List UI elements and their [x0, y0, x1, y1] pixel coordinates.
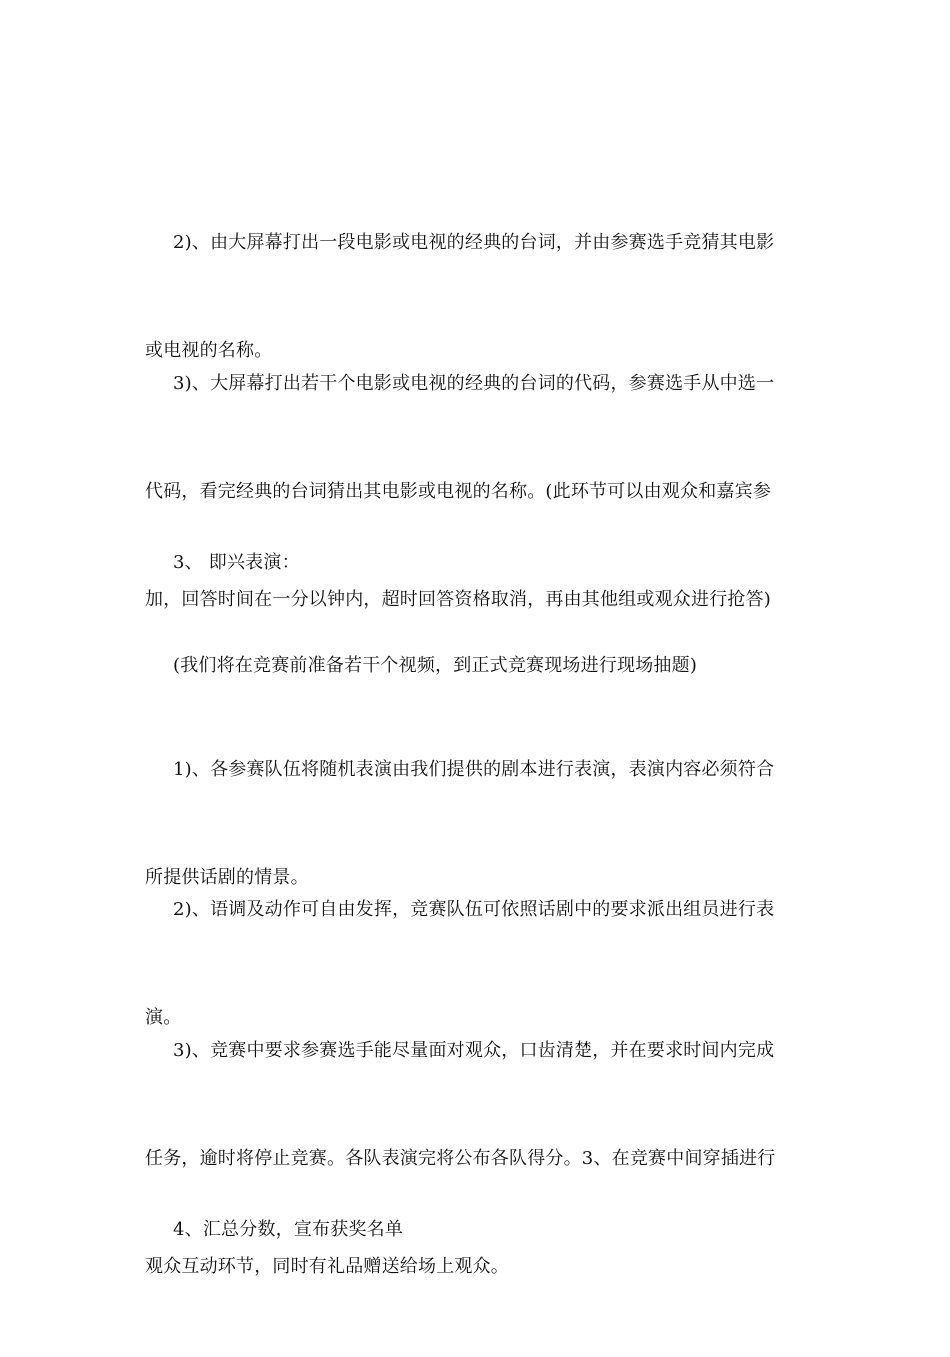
- paragraph-line: 2)、语调及动作可自由发挥，竞赛队伍可依照话剧中的要求派出组员进行表: [173, 899, 775, 920]
- paragraph-line: 任务，逾时将停止竞赛。各队表演完将公布各队得分。3、在竞赛中间穿插进行: [145, 1148, 776, 1169]
- paragraph-final-scoring: [145, 1140, 807, 1320]
- paragraph-line: 所提供话剧的情景。: [145, 867, 309, 888]
- paragraph-line: 3)、竞赛中要求参赛选手能尽量面对观众，口齿清楚，并在要求时间内完成: [173, 1040, 775, 1061]
- paragraph-line: 代码，看完经典的台词猜出其电影或电视的名称。(此环节可以由观众和嘉宾参: [145, 481, 772, 502]
- paragraph-line: 3)、大屏幕打出若干个电影或电视的经典的台词的代码，参赛选手从中选一: [173, 373, 775, 394]
- paragraph-line: 观众互动环节，同时有礼品赠送给场上观众。: [145, 1256, 509, 1277]
- paragraph-line: (我们将在竞赛前准备若干个视频，到正式竞赛现场进行现场抽题): [173, 655, 698, 676]
- paragraph-line: 1)、各参赛队伍将随机表演由我们提供的剧本进行表演，表演内容必须符合: [173, 759, 775, 780]
- paragraph-line: 4、汇总分数，宣布获奖名单: [173, 1219, 404, 1240]
- paragraph-line: 演。: [145, 1007, 182, 1028]
- paragraph-line: 3、 即兴表演：: [173, 552, 300, 573]
- paragraph-line: 或电视的名称。: [145, 340, 273, 361]
- paragraph-line: 加，回答时间在一分以钟内，超时回答资格取消，再由其他组或观众进行抢答): [145, 589, 772, 610]
- paragraph-line: 2)、由大屏幕打出一段电影或电视的经典的台词，并由参赛选手竞猜其电影: [173, 232, 775, 253]
